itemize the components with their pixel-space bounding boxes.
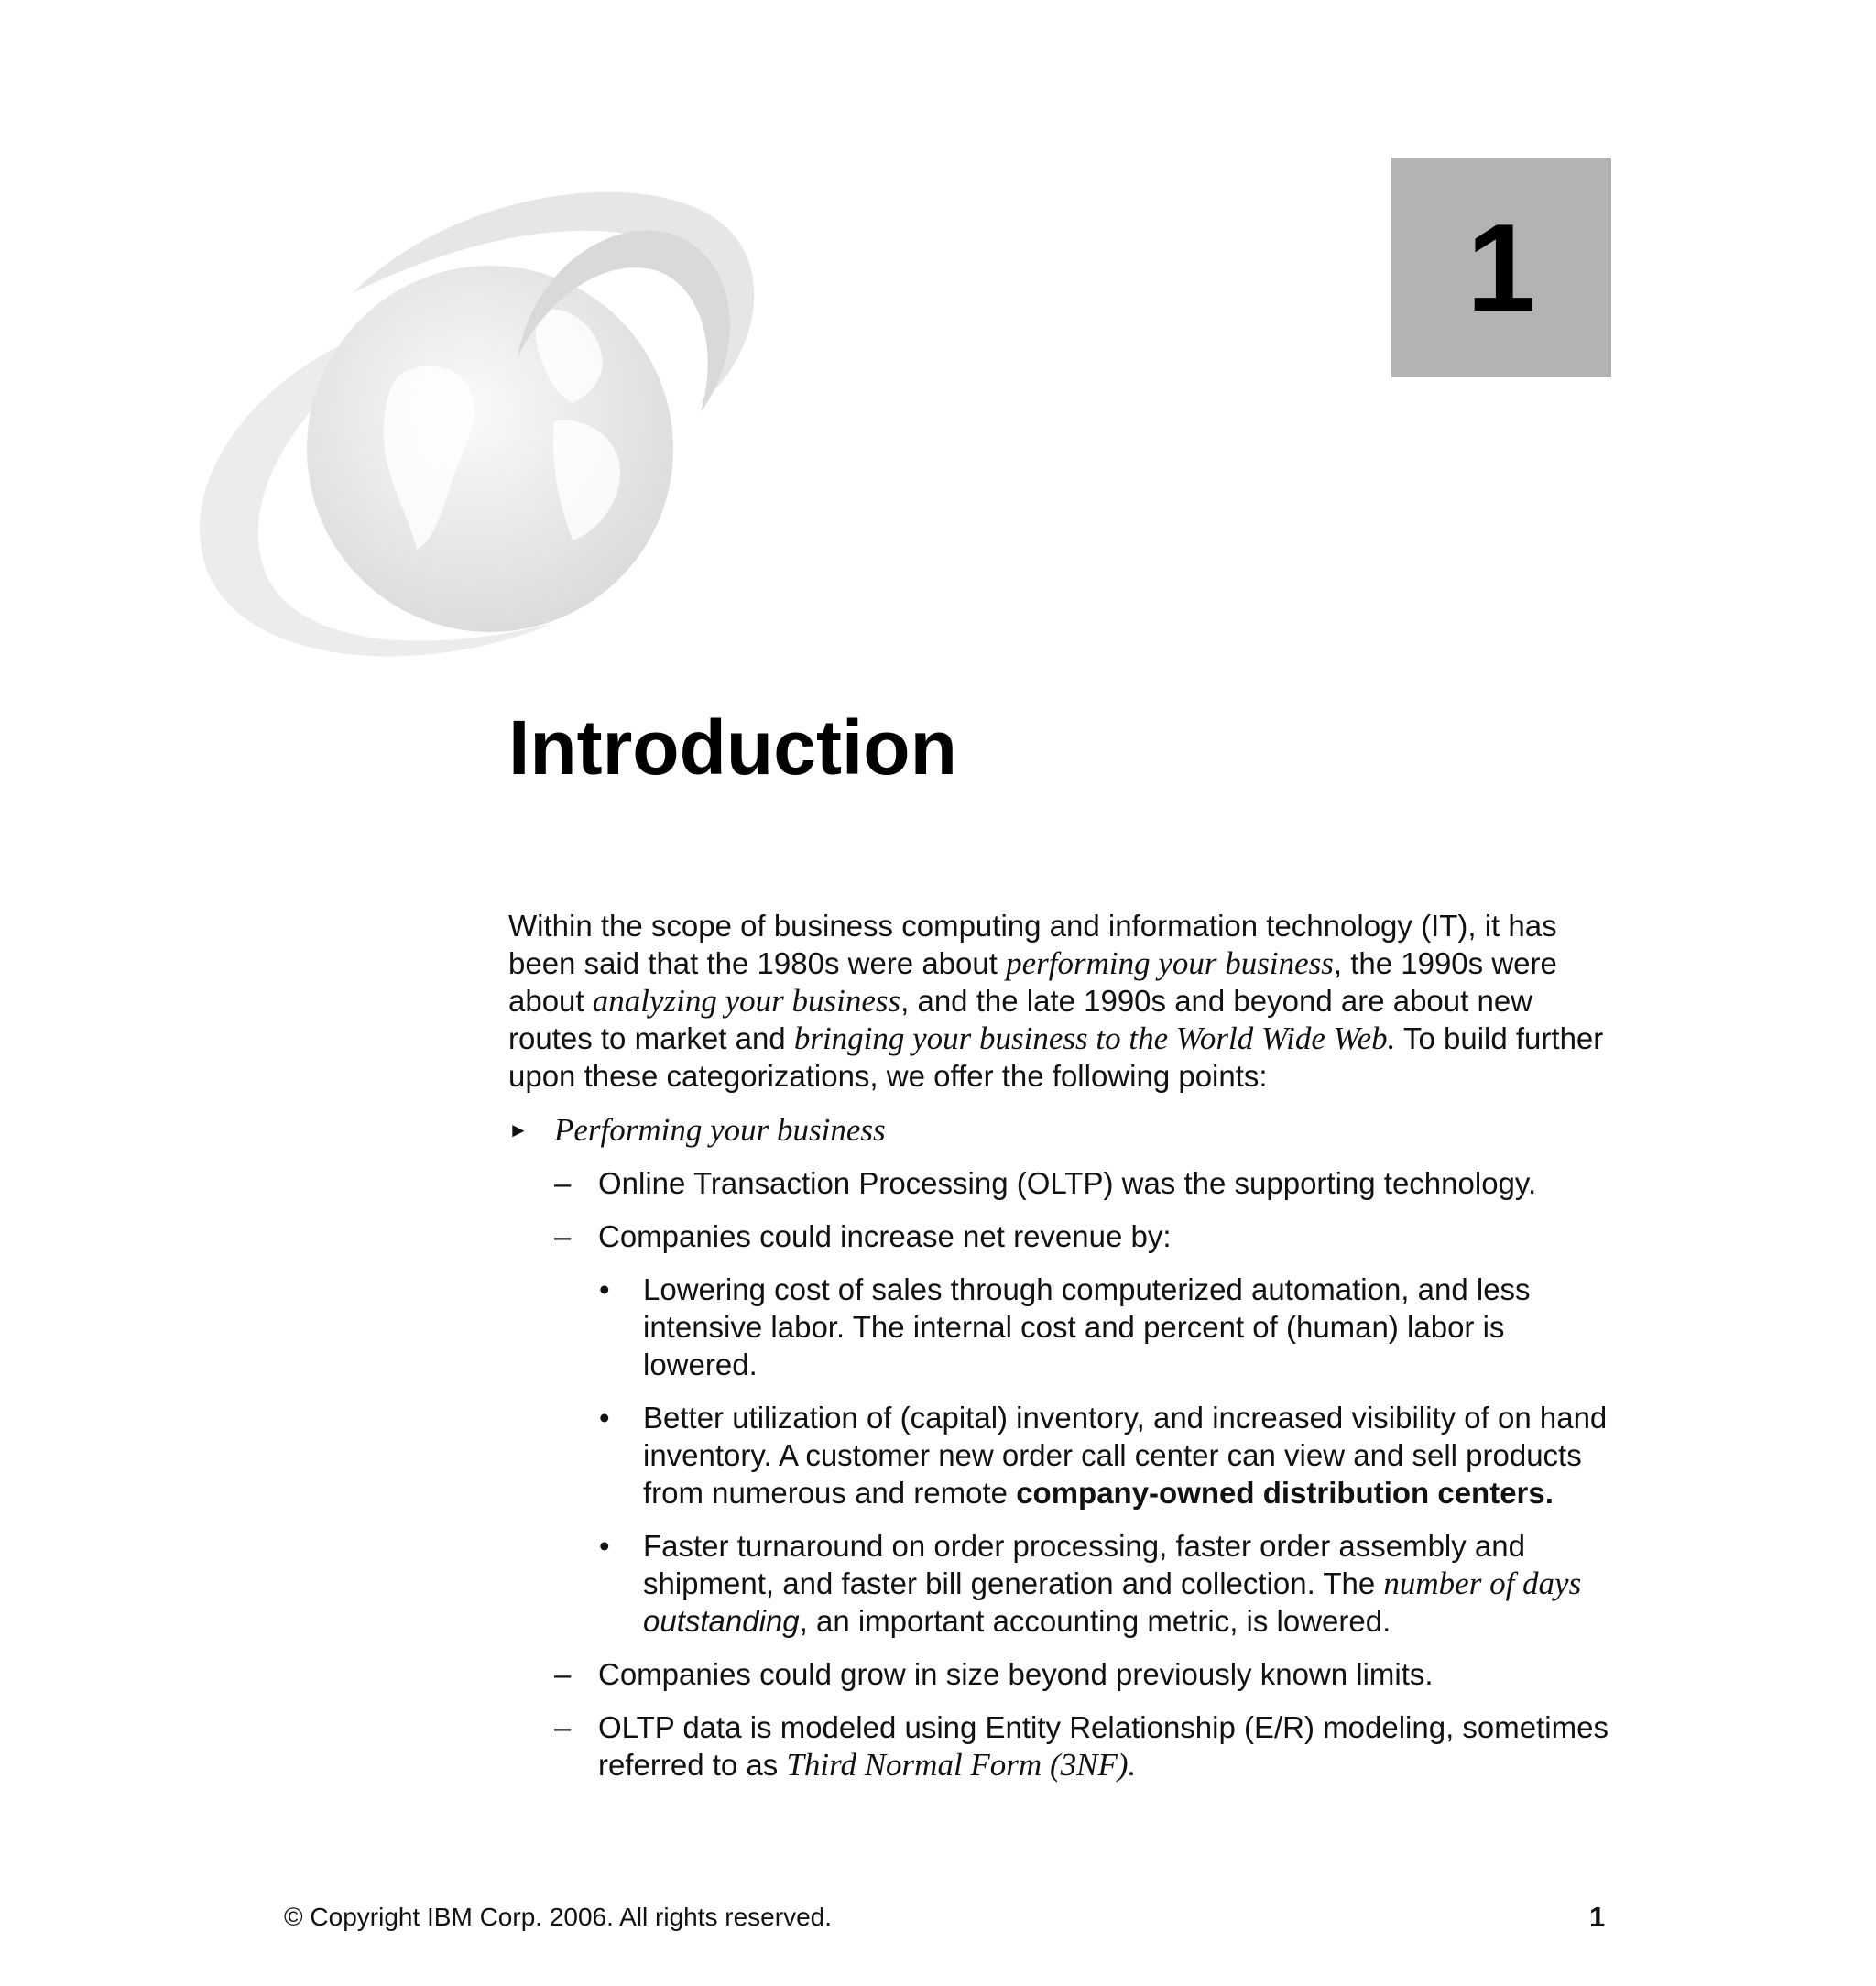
list-item-emphasis: number of days bbox=[1383, 1566, 1582, 1601]
chapter-title: Introduction bbox=[508, 704, 957, 791]
list-item bbox=[508, 1217, 1617, 1255]
list-item bbox=[508, 1708, 1617, 1784]
intro-paragraph bbox=[508, 907, 1617, 1095]
chapter-number: 1 bbox=[1467, 198, 1536, 337]
list-item-text: Companies could increase net revenue by: bbox=[598, 1219, 1172, 1253]
intro-text: , and the late 1990s and beyond are about new routes to market and bbox=[508, 984, 1533, 1055]
dash-bullet-icon: – bbox=[554, 1166, 572, 1200]
list-item bbox=[508, 1527, 1617, 1640]
intro-emphasis: analyzing your business bbox=[592, 983, 901, 1019]
intro-text: , the 1990s were about bbox=[508, 946, 1557, 1018]
page-number: 1 bbox=[1589, 1901, 1606, 1933]
list-item bbox=[508, 1111, 1617, 1149]
dash-bullet-icon: – bbox=[554, 1710, 572, 1744]
list-item-text: Performing your business bbox=[554, 1112, 886, 1148]
list-item-text: Lowering cost of sales through computerized automation, and less intensive labor. The internal cost and percent of (human) labor is lowered. bbox=[643, 1272, 1531, 1381]
globe-swoosh-logo-icon bbox=[188, 147, 829, 678]
list-item-text: Online Transaction Processing (OLTP) was the supporting technology. bbox=[598, 1166, 1537, 1200]
chapter-body bbox=[508, 907, 1617, 1784]
list-item-emphasis: Third Normal Form (3NF). bbox=[786, 1747, 1137, 1783]
intro-emphasis: performing your business bbox=[1006, 945, 1334, 981]
dash-bullet-icon: – bbox=[554, 1219, 572, 1253]
list-item-text: Better utilization of (capital) inventory, and increased visibility of on hand inventory. A customer new order call center can view and sell products from numerous and remote bbox=[643, 1401, 1608, 1510]
chapter-number-box bbox=[1391, 158, 1611, 377]
list-item-text: Companies could grow in size beyond previously known limits. bbox=[598, 1657, 1434, 1691]
dot-bullet-icon: • bbox=[599, 1272, 610, 1306]
intro-text: To build further upon these categorizations, we offer the following points: bbox=[508, 1021, 1604, 1093]
list-item-emphasis: outstanding bbox=[643, 1604, 800, 1638]
list-item-text: , an important accounting metric, is lowered. bbox=[799, 1604, 1391, 1638]
list-item-text: Faster turnaround on order processing, faster order assembly and shipment, and faster bill generation and collection. The bbox=[643, 1529, 1525, 1600]
list-item-text: OLTP data is modeled using Entity Relationship (E/R) modeling, sometimes referred to as bbox=[598, 1710, 1609, 1782]
intro-emphasis: bringing your business to the World Wide Web. bbox=[793, 1020, 1396, 1056]
list-item bbox=[508, 1164, 1617, 1202]
dash-bullet-icon: – bbox=[554, 1657, 572, 1691]
list-item bbox=[508, 1399, 1617, 1511]
dot-bullet-icon: • bbox=[599, 1401, 610, 1435]
list-item bbox=[508, 1271, 1617, 1383]
list-item-bold: company-owned distribution centers. bbox=[1016, 1476, 1554, 1510]
triangle-bullet-icon: ► bbox=[508, 1118, 529, 1141]
dot-bullet-icon: • bbox=[599, 1529, 610, 1563]
copyright-notice: © Copyright IBM Corp. 2006. All rights reserved. bbox=[284, 1903, 832, 1931]
intro-text: Within the scope of business computing and information technology (IT), it has been said that the 1980s were about bbox=[508, 909, 1557, 980]
list-item bbox=[508, 1655, 1617, 1693]
